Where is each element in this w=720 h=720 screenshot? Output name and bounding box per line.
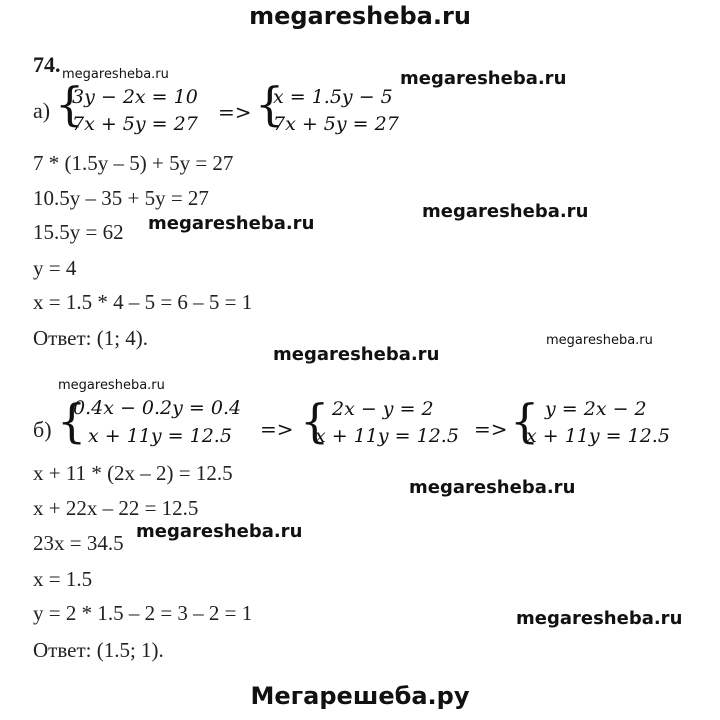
watermark: megaresheba.ru [148,213,315,234]
watermark-small: megaresheba.ru [62,67,169,82]
solution-step: 10.5y – 35 + 5y = 27 [33,186,209,210]
solution-step: x + 22x – 22 = 12.5 [33,496,199,520]
brace: { [255,77,285,131]
watermark: megaresheba.ru [136,521,303,542]
watermark: megaresheba.ru [422,201,589,222]
watermark: megaresheba.ru [409,477,576,498]
equation: 3y − 2x = 10 [72,86,198,108]
solution-step: x = 1.5 [33,567,93,591]
watermark: megaresheba.ru [516,608,683,629]
answer: Ответ: (1.5; 1). [33,638,164,662]
solution-step: x = 1.5 * 4 – 5 = 6 – 5 = 1 [33,290,253,314]
equation: 0.4x − 0.2y = 0.4 [73,397,242,419]
watermark: megaresheba.ru [273,344,440,365]
part-b-label: б) [33,417,52,442]
equation: x = 1.5y − 5 [273,86,393,108]
watermark-small: megaresheba.ru [58,378,165,393]
site-footer: Мегарешеба.ру [250,682,470,710]
equation: 2x − y = 2 [332,398,434,420]
solution-step: x + 11 * (2x – 2) = 12.5 [33,461,233,485]
watermark-small: megaresheba.ru [546,333,653,348]
brace: { [57,394,87,448]
brace: { [55,77,85,131]
solution-step: y = 4 [33,256,77,280]
equation: 7x + 5y = 27 [273,113,399,135]
answer: Ответ: (1; 4). [33,326,149,350]
solution-step: 7 * (1.5y – 5) + 5y = 27 [33,151,234,175]
solution-step: 15.5y = 62 [33,220,124,244]
solution-step: 23x = 34.5 [33,531,124,555]
equation: x + 11y = 12.5 [315,425,459,447]
brace: { [300,394,330,448]
brace: { [510,394,540,448]
solution-step: y = 2 * 1.5 – 2 = 3 – 2 = 1 [33,601,253,625]
implies-arrow: => [218,100,252,124]
part-a-label: а) [33,98,51,123]
implies-arrow: => [474,417,508,441]
implies-arrow: => [260,417,294,441]
watermark: megaresheba.ru [400,68,567,89]
equation: x + 11y = 12.5 [526,425,670,447]
equation: x + 11y = 12.5 [88,425,232,447]
equation: 7x + 5y = 27 [72,113,198,135]
equation: y = 2x − 2 [545,398,647,420]
site-header: megaresheba.ru [249,2,471,30]
problem-number: 74. [33,52,61,77]
